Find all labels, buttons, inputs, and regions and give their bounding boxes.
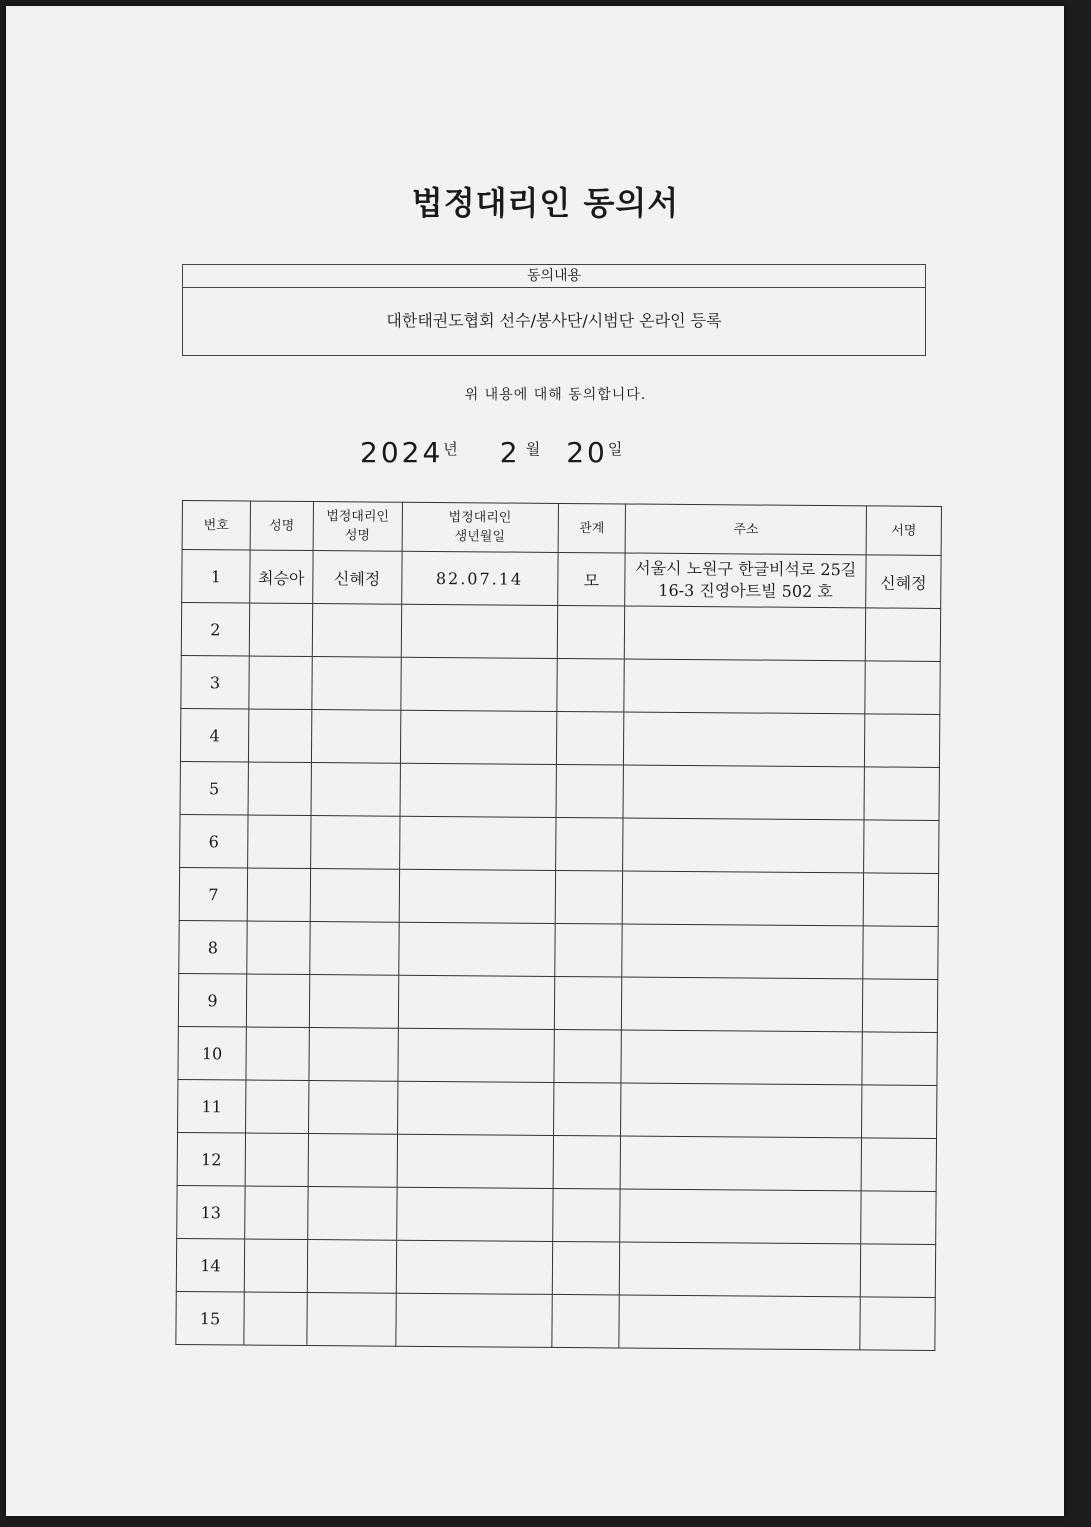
cell-relation — [555, 817, 623, 871]
cell-relation: 모 — [557, 552, 625, 606]
cell-address — [622, 977, 863, 1032]
cell-guardian-name — [309, 975, 398, 1029]
cell-name — [246, 1027, 309, 1080]
cell-guardian-name — [312, 657, 401, 711]
cell-name — [248, 709, 311, 762]
cell-relation — [554, 923, 622, 977]
header-guardian-birth — [402, 502, 558, 552]
cell-no: 3 — [181, 655, 249, 709]
cell-signature — [865, 608, 940, 662]
cell-no: 10 — [178, 1026, 246, 1080]
cell-signature — [864, 820, 939, 874]
table-row — [180, 814, 939, 873]
cell-name — [246, 974, 309, 1027]
cell-guardian-birth — [401, 604, 557, 658]
cell-no: 4 — [180, 708, 248, 762]
cell-guardian-name — [311, 763, 400, 817]
cell-relation — [556, 711, 624, 765]
cell-relation — [551, 1294, 619, 1348]
cell-no: 2 — [181, 603, 249, 657]
cell-signature — [864, 767, 939, 821]
consent-content-body: 대한태권도협회 선수/봉사단/시범단 온라인 등록 — [386, 311, 722, 330]
cell-name — [245, 1186, 308, 1239]
table-row — [181, 655, 940, 714]
cell-no: 14 — [176, 1238, 244, 1292]
header-guardian-birth-line2: 생년월일 — [454, 529, 505, 545]
header-guardian-name-line1: 법정대리인 — [326, 509, 390, 525]
cell-guardian-birth — [400, 710, 556, 764]
cell-signature — [863, 926, 938, 980]
cell-no: 11 — [178, 1079, 246, 1133]
cell-name — [244, 1292, 307, 1345]
cell-signature — [862, 979, 937, 1033]
header-signature: 서명 — [866, 506, 941, 556]
table-row — [182, 550, 941, 609]
cell-guardian-name — [308, 1081, 397, 1135]
cell-no: 13 — [177, 1185, 245, 1239]
cell-guardian-birth — [399, 816, 555, 870]
cell-name — [247, 868, 310, 921]
cell-signature — [860, 1297, 935, 1351]
cell-guardian-name — [310, 869, 399, 923]
cell-guardian-birth — [396, 1187, 552, 1241]
cell-guardian-birth — [400, 763, 556, 817]
cell-signature — [865, 661, 940, 715]
cell-relation — [557, 605, 625, 659]
table-row — [181, 603, 940, 662]
cell-address — [620, 1242, 861, 1297]
cell-guardian-name — [310, 816, 399, 870]
cell-name — [248, 762, 311, 815]
cell-signature — [862, 1032, 937, 1086]
cell-signature — [862, 1085, 937, 1139]
document-title: 법정대리인 동의서 — [411, 184, 680, 222]
cell-signature — [861, 1138, 936, 1192]
cell-address — [621, 1136, 862, 1191]
cell-no: 7 — [179, 867, 247, 921]
cell-name — [249, 603, 312, 656]
cell-signature — [863, 873, 938, 927]
date-year-unit: 년 — [443, 440, 458, 458]
cell-guardian-name: 신혜정 — [313, 551, 402, 605]
cell-no: 6 — [180, 814, 248, 868]
cell-no: 5 — [180, 761, 248, 815]
cell-relation — [553, 1029, 621, 1083]
cell-address — [621, 1083, 862, 1138]
guardian-roster-table — [175, 500, 942, 1351]
table-row — [180, 761, 939, 820]
cell-relation — [556, 764, 624, 818]
cell-relation — [556, 658, 624, 712]
cell-relation — [554, 976, 622, 1030]
table-header-row — [182, 501, 941, 556]
consent-content-header: 동의내용 — [183, 265, 925, 288]
cell-address — [621, 1030, 862, 1085]
header-guardian-name-line2: 성명 — [344, 528, 371, 544]
cell-guardian-birth — [397, 1081, 553, 1135]
cell-guardian-name — [308, 1134, 397, 1188]
date-day: 20 — [566, 436, 608, 469]
cell-address — [624, 712, 865, 767]
cell-signature: 신혜정 — [866, 555, 941, 609]
cell-guardian-name — [312, 604, 401, 658]
cell-guardian-name — [307, 1293, 396, 1347]
cell-relation — [553, 1082, 621, 1136]
cell-guardian-birth — [396, 1293, 552, 1347]
cell-guardian-birth — [397, 1134, 553, 1188]
cell-address — [622, 924, 863, 979]
table-row — [178, 973, 937, 1032]
table-row — [178, 1079, 937, 1138]
cell-guardian-birth — [401, 657, 557, 711]
header-name: 성명 — [250, 501, 313, 550]
cell-guardian-name — [307, 1240, 396, 1294]
cell-guardian-birth — [398, 1028, 554, 1082]
cell-no: 8 — [179, 920, 247, 974]
table-row — [176, 1238, 935, 1297]
cell-address-line1: 서울시 노원구 한글비석로 25길 — [635, 558, 857, 580]
cell-relation — [553, 1135, 621, 1189]
table-row — [180, 708, 939, 767]
cell-address — [620, 1189, 861, 1244]
cell-relation — [552, 1188, 620, 1242]
cell-guardian-birth — [398, 975, 554, 1029]
cell-guardian-name — [309, 1028, 398, 1082]
table-row — [179, 867, 938, 926]
cell-name — [248, 815, 311, 868]
cell-signature — [860, 1244, 935, 1298]
cell-guardian-name — [308, 1187, 397, 1241]
table-row — [177, 1132, 936, 1191]
cell-name: 최승아 — [250, 550, 313, 603]
header-guardian-birth-line1: 법정대리인 — [448, 510, 512, 526]
signing-date — [360, 436, 622, 469]
cell-address — [623, 765, 864, 820]
cell-address — [619, 1295, 860, 1350]
cell-no: 12 — [177, 1132, 245, 1186]
header-guardian-name — [313, 502, 402, 552]
cell-no: 15 — [176, 1291, 244, 1345]
table-row — [177, 1185, 936, 1244]
agreement-statement: 위 내용에 대해 동의합니다. — [464, 387, 647, 403]
cell-relation — [555, 870, 623, 924]
cell-name — [245, 1080, 308, 1133]
date-month-unit: 월 — [525, 440, 541, 458]
cell-address — [623, 871, 864, 926]
date-day-unit: 일 — [607, 440, 623, 458]
date-month: 2 — [499, 436, 521, 469]
cell-address — [625, 553, 866, 608]
consent-content-box — [182, 264, 926, 356]
cell-signature — [864, 714, 939, 768]
header-address: 주소 — [626, 504, 867, 555]
cell-guardian-name — [310, 922, 399, 976]
cell-name — [245, 1133, 308, 1186]
header-relation: 관계 — [558, 503, 626, 553]
cell-address — [623, 818, 864, 873]
cell-address — [624, 659, 865, 714]
cell-relation — [552, 1241, 620, 1295]
table-row — [179, 920, 938, 979]
cell-address-line2: 16-3 진영아트빌 502 호 — [658, 580, 833, 602]
cell-guardian-birth — [399, 869, 555, 923]
cell-name — [244, 1239, 307, 1292]
cell-name — [247, 921, 310, 974]
cell-name — [249, 656, 312, 709]
cell-signature — [861, 1191, 936, 1245]
cell-guardian-name — [311, 710, 400, 764]
table-row — [178, 1026, 937, 1085]
cell-no: 9 — [178, 973, 246, 1027]
cell-guardian-birth — [398, 922, 554, 976]
cell-no: 1 — [182, 550, 250, 604]
cell-guardian-birth: 82.07.14 — [401, 551, 557, 605]
header-no: 번호 — [182, 501, 250, 551]
cell-address — [625, 606, 866, 661]
date-year: 2024 — [360, 436, 444, 469]
table-row — [176, 1291, 935, 1350]
cell-guardian-birth — [396, 1240, 552, 1294]
